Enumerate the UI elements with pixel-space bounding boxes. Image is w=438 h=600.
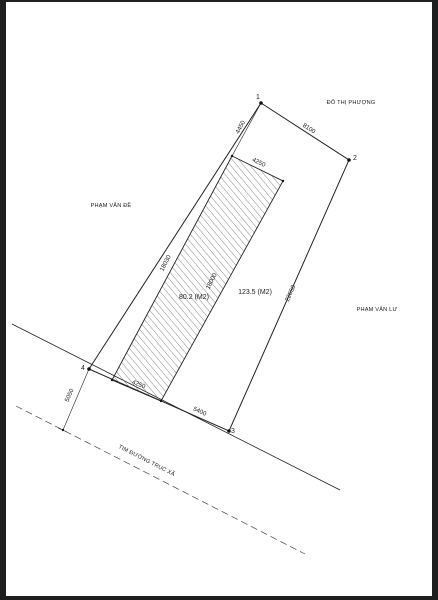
point-label-2: 2 — [353, 155, 357, 162]
vertex-dot-inner-top-left — [231, 155, 233, 157]
point-label-1: 1 — [256, 94, 260, 101]
dim-label-inner-right: 18000 — [204, 272, 219, 291]
point-label-4: 4 — [81, 365, 85, 372]
dim-label-inner-left: 18030 — [158, 254, 173, 273]
vertex-dot-inner-bottom-left — [111, 379, 113, 381]
dim-label-1-2: 8100 — [301, 122, 317, 136]
vertex-dot-inner-bottom-right — [160, 400, 162, 402]
dim-label-2-3: 22650 — [283, 284, 298, 303]
point-marker-2 — [347, 158, 351, 162]
neighbor-label-top: ĐỖ THỊ PHƯỢNG — [326, 100, 376, 106]
dim-label-setback: 5050 — [63, 387, 76, 404]
point-label-3: 3 — [231, 428, 235, 435]
point-marker-1 — [259, 101, 263, 105]
dim-label-inner-top: 4250 — [250, 156, 267, 169]
point-marker-4 — [87, 367, 91, 371]
dim-label-4-3: 5400 — [191, 405, 208, 418]
road-centerline — [16, 406, 305, 554]
vertex-dot-inner-top-right — [282, 180, 284, 182]
neighbor-label-right: PHẠM VĂN LƯ — [356, 307, 398, 313]
road-label: TIM ĐƯỜNG TRỤC XÃ — [117, 444, 176, 478]
dim-label-inner-bottom: 4250 — [130, 378, 147, 391]
parcel-hatched — [112, 156, 283, 401]
vertex-dot-setback — [62, 429, 64, 431]
area-label-inner: 80.2 (M2) — [179, 294, 209, 301]
neighbor-label-left: PHẠM VĂN ĐỀ — [90, 203, 132, 209]
dim-label-top-offset: 4450 — [234, 119, 247, 136]
area-label-total: 123.5 (M2) — [238, 289, 272, 296]
